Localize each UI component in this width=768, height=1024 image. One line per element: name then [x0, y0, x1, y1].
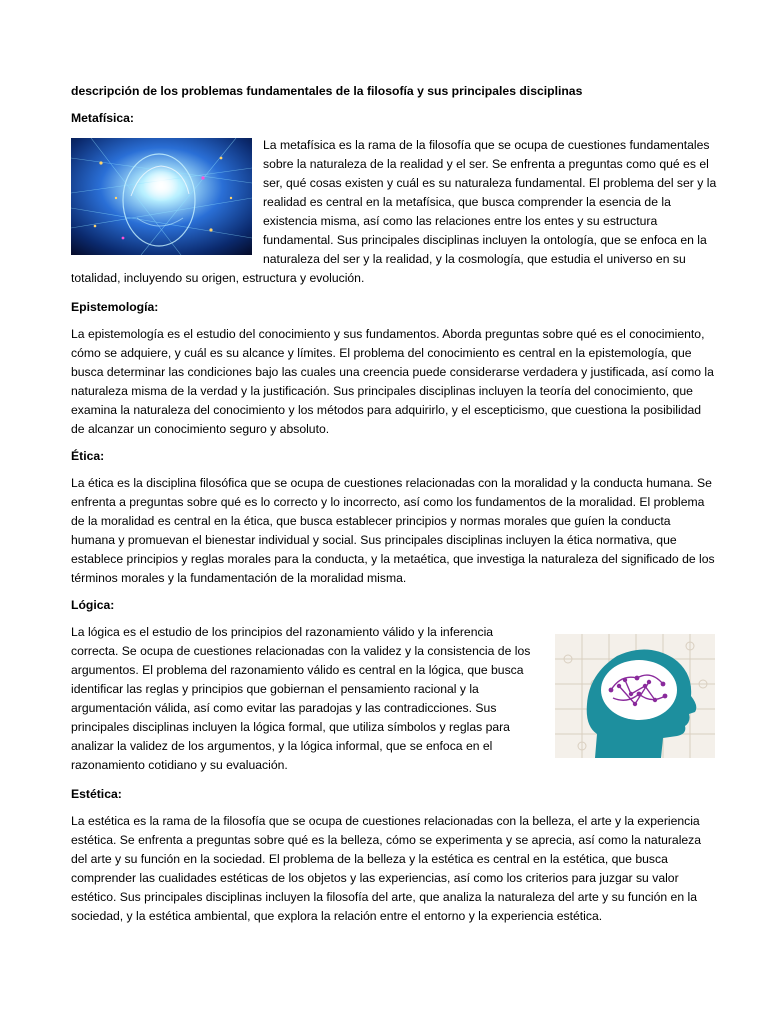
section-heading-etica: Ética: [71, 449, 105, 463]
puzzle-head-brain-image [555, 634, 715, 758]
section-heading-epistemologia: Epistemología: [71, 300, 159, 314]
section-logica [71, 596, 717, 785]
section-heading-metafisica: Metafísica: [71, 111, 134, 125]
section-epistemologia [71, 298, 717, 439]
section-heading-logica: Lógica: [71, 598, 115, 612]
section-etica [71, 447, 717, 588]
section-text-logica: La lógica es el estudio de los principios del razonamiento válido y la inferencia correcta. Se ocupa de cuestiones relacionadas con la validez y la consistencia de los argumentos. El problema del razonamiento válido es central en la lógica, que busca identificar las reglas y principios que gobiernan el pensamiento racional y la argumentación válida, así como evitar las paradojas y las contradicciones. Sus principales disciplinas incluyen la lógica formal, que utiliza símbolos y reglas para analizar la validez de los argumentos, y la lógica informal, que se enfoca en el razonamiento cotidiano y su evaluación. [71, 625, 531, 772]
section-metafisica [71, 109, 717, 298]
section-text-etica: La ética es la disciplina filosófica que se ocupa de cuestiones relacionadas con la moralidad y la conducta humana. Se enfrenta a preguntas sobre qué es lo correcto y lo incorrecto, así como los fundamentos de la moralidad. El problema de la moralidad es central en la ética, que busca establecer principios y normas morales que guíen la conducta humana y promuevan el bienestar individual y social. Sus principales disciplinas incluyen la ética normativa, que establece principios y reglas morales para la conducta, y la metaética, que investiga la naturaleza del significado de los términos morales y la fundamentación de la moralidad misma. [71, 476, 715, 585]
section-estetica [71, 785, 717, 926]
document-title: descripción de los problemas fundamentales de la filosofía y sus principales disciplinas [71, 84, 583, 98]
document-page [71, 82, 717, 934]
section-text-estetica: La estética es la rama de la filosofía que se ocupa de cuestiones relacionadas con la belleza, el arte y la experiencia estética. Se enfrenta a preguntas sobre qué es la belleza, cómo se experimenta y se aprecia, así como la naturaleza del arte y su función en la sociedad. El problema de la belleza y la estética es central en la estética, que busca comprender las cualidades estéticas de los objetos y las experiencias, así como los criterios para juzgar su valor estético. Sus principales disciplinas incluyen la filosofía del arte, que analiza la naturaleza del arte y su función en la sociedad, y la estética ambiental, que explora la relación entre el entorno y la experiencia estética. [71, 814, 702, 923]
glowing-brain-head-image [71, 138, 252, 255]
section-text-epistemologia: La epistemología es el estudio del conocimiento y sus fundamentos. Aborda preguntas sobre qué es el conocimiento, cómo se adquiere, y cuál es su alcance y límites. El problema del conocimiento es central en la epistemología, que busca determinar las condiciones bajo las cuales una creencia puede considerarse verdadera y justificada, así como la naturaleza misma de la verdad y la justificación. Sus principales disciplinas incluyen la teoría del conocimiento, que examina la naturaleza del conocimiento y los métodos para adquirirlo, y el escepticismo, que cuestiona la posibilidad de alcanzar un conocimiento seguro y absoluto. [71, 327, 714, 436]
section-heading-estetica: Estética: [71, 787, 122, 801]
section-text-metafisica: La metafísica es la rama de la filosofía que se ocupa de cuestiones fundamentales sobre la naturaleza de la realidad y el ser. Se enfrenta a preguntas como qué es el ser, qué cosas existen y cuál es su naturaleza fundamental. El problema del ser y la realidad es central en la metafísica, que busca comprender la esencia de la existencia misma, así como las relaciones entre los entes y su estructura fundamental. Sus principales disciplinas incluyen la ontología, que se enfoca en la naturaleza del ser y la realidad, y la cosmología, que estudia el universo en su totalidad, incluyendo su origen, estructura y evolución. [71, 138, 717, 285]
